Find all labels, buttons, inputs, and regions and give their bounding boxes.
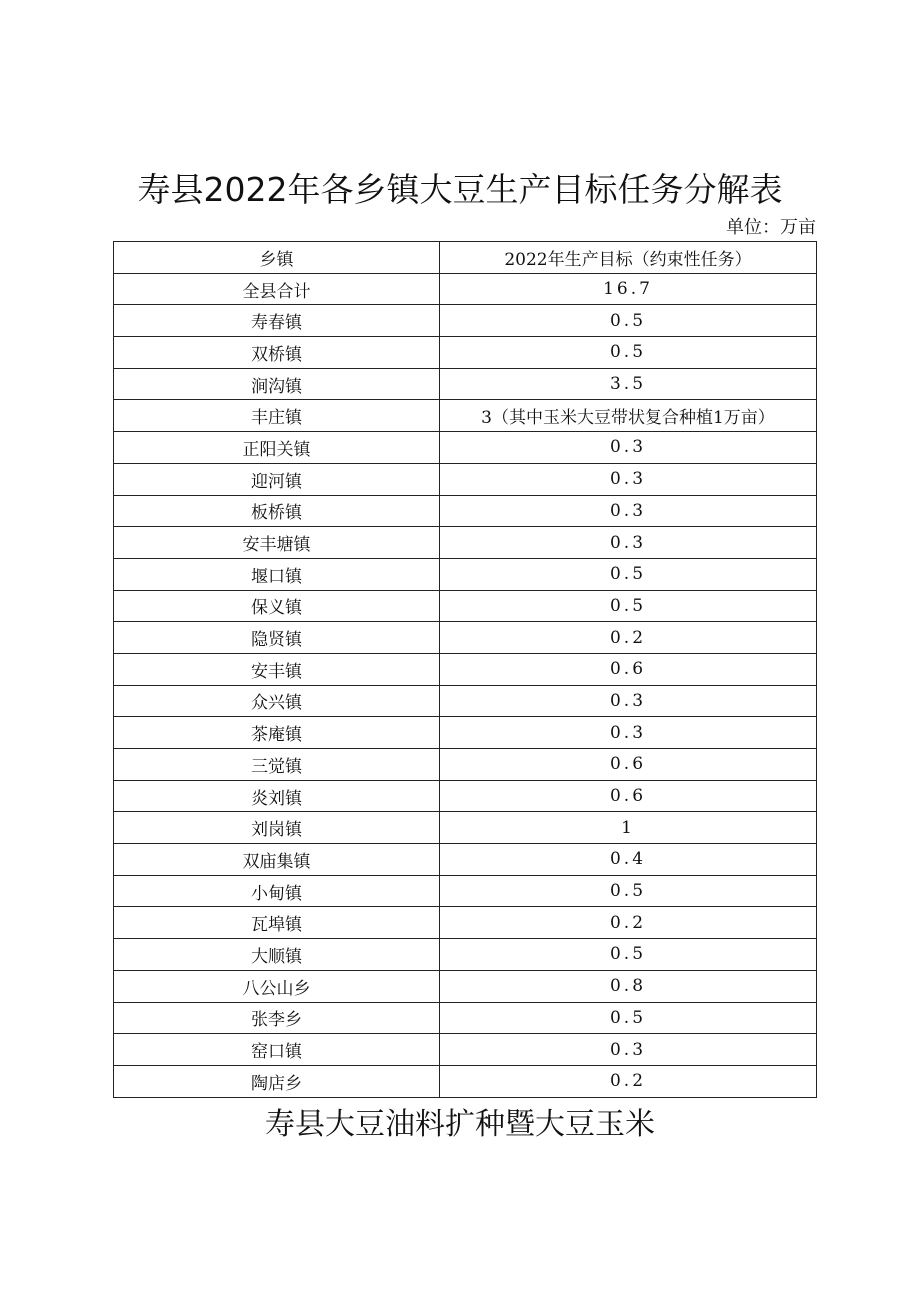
town-cell: 茶庵镇 [114, 717, 440, 749]
table-row [114, 749, 817, 781]
town-cell: 丰庄镇 [114, 400, 440, 432]
table-row [114, 495, 817, 527]
target-cell: 0.5 [440, 558, 817, 590]
target-cell: 0.5 [440, 1002, 817, 1034]
target-cell: 0.3 [440, 527, 817, 559]
table-row [114, 1034, 817, 1066]
town-cell: 迎河镇 [114, 463, 440, 495]
town-cell: 八公山乡 [114, 970, 440, 1002]
target-cell: 0.2 [440, 1065, 817, 1097]
target-cell: 0.8 [440, 970, 817, 1002]
town-cell: 陶店乡 [114, 1065, 440, 1097]
table-row [114, 558, 817, 590]
table-row [114, 305, 817, 337]
target-cell: 3.5 [440, 368, 817, 400]
table-row [114, 1002, 817, 1034]
town-cell: 保义镇 [114, 590, 440, 622]
target-cell: 0.3 [440, 717, 817, 749]
town-cell: 三觉镇 [114, 749, 440, 781]
target-cell: 0.3 [440, 495, 817, 527]
total-target-cell: 16.7 [440, 273, 817, 305]
town-cell: 双庙集镇 [114, 844, 440, 876]
town-cell: 寿春镇 [114, 305, 440, 337]
target-cell: 0.3 [440, 463, 817, 495]
table-row [114, 368, 817, 400]
header-town: 乡镇 [114, 242, 440, 274]
town-cell: 瓦埠镇 [114, 907, 440, 939]
town-cell: 堰口镇 [114, 558, 440, 590]
target-cell: 0.5 [440, 337, 817, 369]
target-cell: 0.5 [440, 875, 817, 907]
table-row [114, 432, 817, 464]
town-cell: 板桥镇 [114, 495, 440, 527]
target-cell: 0.6 [440, 749, 817, 781]
table-row [114, 653, 817, 685]
target-cell: 0.5 [440, 305, 817, 337]
town-cell: 隐贤镇 [114, 622, 440, 654]
town-cell: 众兴镇 [114, 685, 440, 717]
target-cell: 0.5 [440, 939, 817, 971]
next-section-title: 寿县大豆油料扩种暨大豆玉米 [265, 1107, 655, 1142]
town-cell: 涧沟镇 [114, 368, 440, 400]
town-cell: 安丰塘镇 [114, 527, 440, 559]
town-cell: 大顺镇 [114, 939, 440, 971]
target-cell: 3（其中玉米大豆带状复合种植1万亩） [440, 400, 817, 432]
table-row [114, 400, 817, 432]
town-cell: 双桥镇 [114, 337, 440, 369]
target-cell: 0.6 [440, 780, 817, 812]
table-row [114, 337, 817, 369]
table-row [114, 875, 817, 907]
table-row [114, 685, 817, 717]
table-body [114, 273, 817, 1097]
target-table [113, 241, 817, 1098]
table-row [114, 939, 817, 971]
table-row [114, 463, 817, 495]
target-cell: 0.4 [440, 844, 817, 876]
table-header-row [114, 242, 817, 274]
table-row [114, 844, 817, 876]
target-cell: 0.6 [440, 653, 817, 685]
table-row [114, 907, 817, 939]
town-cell: 窑口镇 [114, 1034, 440, 1066]
target-cell: 0.3 [440, 685, 817, 717]
target-cell: 0.2 [440, 907, 817, 939]
town-cell: 安丰镇 [114, 653, 440, 685]
town-cell: 刘岗镇 [114, 812, 440, 844]
town-cell: 炎刘镇 [114, 780, 440, 812]
target-cell: 0.5 [440, 590, 817, 622]
target-cell: 1 [440, 812, 817, 844]
total-town-cell: 全县合计 [114, 273, 440, 305]
table-row [114, 1065, 817, 1097]
target-cell: 0.3 [440, 432, 817, 464]
document-title: 寿县2022年各乡镇大豆生产目标任务分解表 [137, 170, 783, 209]
table-row [114, 780, 817, 812]
table-row [114, 970, 817, 1002]
town-cell: 正阳关镇 [114, 432, 440, 464]
town-cell: 小甸镇 [114, 875, 440, 907]
table-row [114, 622, 817, 654]
table-row [114, 717, 817, 749]
table-row [114, 812, 817, 844]
table-row [114, 527, 817, 559]
target-cell: 0.3 [440, 1034, 817, 1066]
table-row [114, 590, 817, 622]
target-cell: 0.2 [440, 622, 817, 654]
town-cell: 张李乡 [114, 1002, 440, 1034]
header-target: 2022年生产目标（约束性任务） [440, 242, 817, 274]
unit-note: 单位：万亩 [726, 217, 816, 238]
total-row [114, 273, 817, 305]
